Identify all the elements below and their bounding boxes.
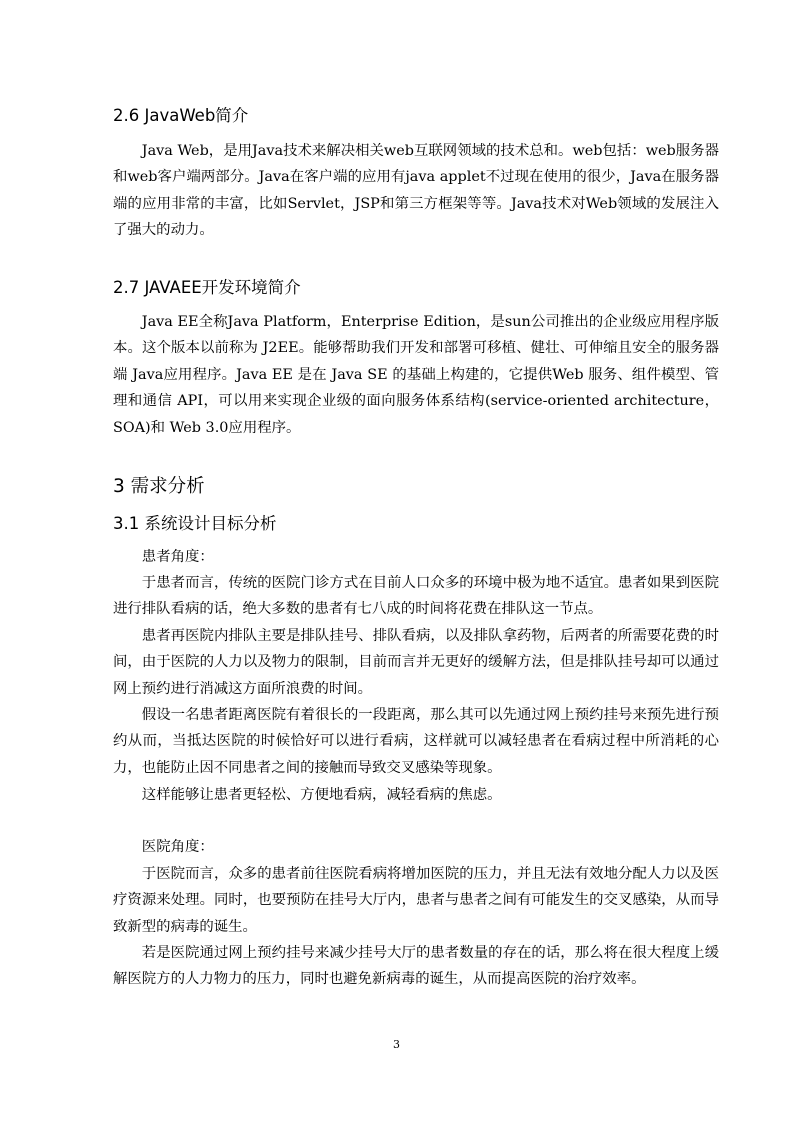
patient-paragraph-4: 这样能够让患者更轻松、方便地看病，减轻看病的焦虑。 xyxy=(141,787,502,803)
section-heading-2-7: 2.7 JAVAEE开发环境简介 xyxy=(113,278,301,297)
section-heading-3-1: 3.1 系统设计目标分析 xyxy=(113,514,277,533)
paragraph-javaweb-intro: Java Web，是用Java技术来解决相关web互联网领域的技术总和。web包括：web服务器和web客户端两部分。Java在客户端的应用有java applet不过现在使用的很少，Java在服务器端的应用非常的丰富，比如Servlet，JSP和第三方框架等等。Java技术对Web领域的发展注入了强大的动力。 xyxy=(113,143,719,239)
hospital-paragraph-2: 若是医院通过网上预约挂号来减少挂号大厅的患者数量的存在的话，那么将在很大程度上缓解医院方的人力物力的压力，同时也避免新病毒的诞生，从而提高医院的治疗效率。 xyxy=(113,945,719,988)
patient-paragraph-3: 假设一名患者距离医院有着很长的一段距离，那么其可以先通过网上预约挂号来预先进行预约从而，当抵达医院的时候恰好可以进行看病，这样就可以减轻患者在看病过程中所消耗的心力，也能防止因不同患者之间的接触而导致交叉感染等现象。 xyxy=(113,707,719,776)
section-heading-3: 3 需求分析 xyxy=(113,476,205,497)
patient-perspective-label: 患者角度： xyxy=(141,549,214,565)
page-number: 3 xyxy=(393,1038,400,1051)
patient-paragraph-1: 于患者而言，传统的医院门诊方式在目前人口众多的环境中极为地不适宜。患者如果到医院进行排队看病的话，绝大多数的患者有七八成的时间将花费在排队这一节点。 xyxy=(113,575,719,618)
hospital-perspective-label: 医院角度： xyxy=(141,839,214,855)
paragraph-javaee-intro: Java EE全称Java Platform，Enterprise Edition，是sun公司推出的企业级应用程序版本。这个版本以前称为 J2EE。能够帮助我们开发和部署可移植、健壮、可伸缩且安全的服务器端 Java应用程序。Java EE 是在 Java SE 的基础上构建的，它提供Web 服务、组件模型、管理和通信 API，可以用来实现企业级的面向服务体系结构(service-oriented architecture，SOA)和 Web 3.0应用程序。 xyxy=(113,314,719,436)
hospital-paragraph-1: 于医院而言，众多的患者前往医院看病将增加医院的压力，并且无法有效地分配人力以及医疗资源来处理。同时，也要预防在挂号大厅内，患者与患者之间有可能发生的交叉感染，从而导致新型的病毒的诞生。 xyxy=(113,866,719,935)
section-heading-2-6: 2.6 JavaWeb简介 xyxy=(113,106,249,125)
patient-paragraph-2: 患者再医院内排队主要是排队挂号、排队看病，以及排队拿药物，后两者的所需要花费的时间，由于医院的人力以及物力的限制，目前而言并无更好的缓解方法，但是排队挂号却可以通过网上预约进行消减这方面所浪费的时间。 xyxy=(113,628,719,697)
